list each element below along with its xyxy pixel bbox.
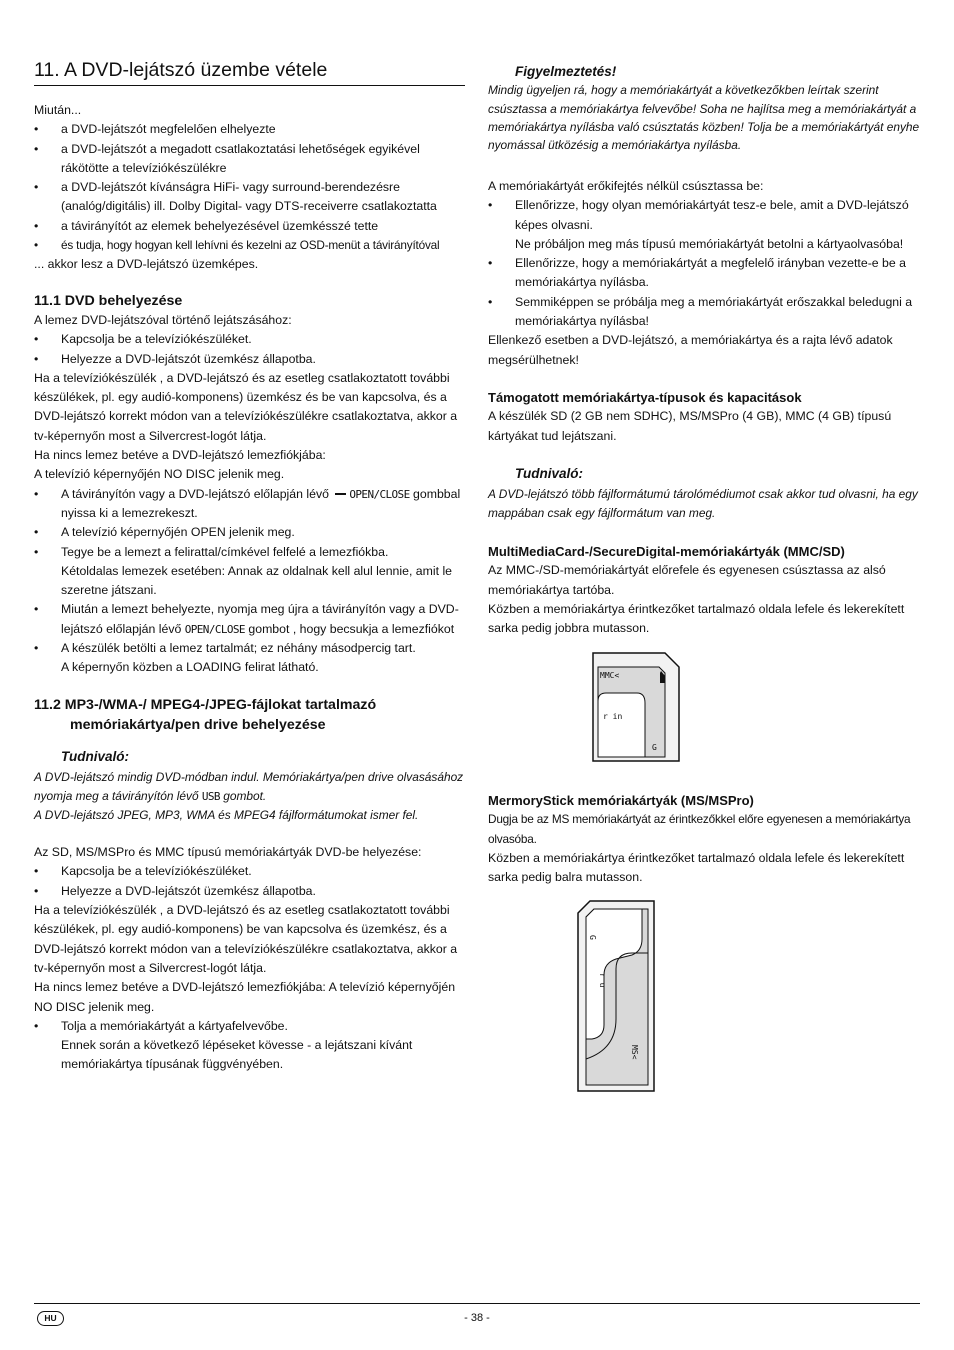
text: jelenik meg. <box>215 467 285 482</box>
open-close-key: OPEN/CLOSE <box>184 622 245 636</box>
no-disc-label: NO DISC <box>34 999 86 1014</box>
list-item: • és tudja, hogy hogyan kell lehívni és kezelni az OSD-menüt a távirányítóval <box>34 236 465 255</box>
list-item-sub: Ne próbáljon meg más típusú memóriakártyát betolni a kártyaolvasóba! <box>515 236 904 251</box>
list <box>34 485 465 678</box>
text: Miután a lemezt behelyezte, nyomja meg újra a távirányítón vagy a DVD-lejátszó előlapján lévő <box>61 602 459 636</box>
list-item: • Kapcsolja be a televíziókészüléket. <box>34 862 465 881</box>
paragraph: Ha nincs lemez betéve a DVD-lejátszó lemezfiókjába: <box>34 448 326 463</box>
open-close-key: OPEN/CLOSE <box>349 487 410 501</box>
list-item: • Helyezze a DVD-lejátszót üzemkész állapotba. <box>34 882 465 901</box>
warning-heading: Figyelmeztetés! <box>515 64 617 79</box>
list-item-sub <box>34 523 465 542</box>
paragraph: A memóriakártyát erőkifejtés nélkül csúsztassa be: <box>488 179 764 193</box>
section-heading-line2: memóriakártya/pen drive behelyezése <box>70 717 326 733</box>
section-11-2 <box>34 695 465 1075</box>
paragraph: A készülék SD (2 GB nem SDHC), MS/MSPro (4 GB), MMC (4 GB) típusú kártyákat tud lejátszani. <box>488 409 892 443</box>
paragraph <box>34 465 465 484</box>
warning-block <box>488 62 920 154</box>
ms-card-label: MS< <box>630 1045 639 1060</box>
section-lead: A lemez DVD-lejátszóval történő lejátszásához: <box>34 313 292 327</box>
list-item-sub: Ennek során a következő lépéseket kövesse - a lejátszani kívánt memóriakártya típusának függvényében. <box>61 1038 413 1072</box>
list-item: • Helyezze a DVD-lejátszót üzemkész állapotba. <box>34 350 465 369</box>
language-badge: HU <box>37 1311 64 1326</box>
ms-card-label: r u <box>598 973 607 988</box>
list-item <box>34 600 465 639</box>
list-item-sub <box>34 658 465 677</box>
list-item: • Semmiképpen se próbálja meg a memóriakártyát erőszakkal beledugni a memóriakártya nyílásba! <box>488 293 920 332</box>
warning-text: Mindig ügyeljen rá, hogy a memóriakártyát a következőkben leírtak szerint csúsztassa a memóriakártya felvevőbe! Soha ne hajlítsa meg a memóriakártyát a memóriakártya nyílásba való csúsztatás közben! Tolja be a memóriakártyát enyhe nyomással ütközésig a memóriakártya nyílásba. <box>488 83 920 153</box>
mmc-card-illustration <box>591 651 681 763</box>
list <box>34 330 465 369</box>
text: jelenik meg. <box>225 525 295 540</box>
intro-tail: ... akkor lesz a DVD-lejátszó üzemképes. <box>34 257 259 272</box>
mmc-block <box>488 542 920 638</box>
list-item: • a távirányítót az elemek behelyezésével üzemkésszé tette <box>34 217 465 236</box>
paragraph: Ellenkező esetben a DVD-lejátszó, a memóriakártya és a rajta lévő adatok megsérülhetnek! <box>488 333 893 367</box>
footer-rule <box>34 1303 920 1304</box>
note-text <box>34 768 465 806</box>
list <box>488 196 920 331</box>
text: gombbal nyissa ki a lemezrekeszt. <box>61 486 461 520</box>
insert-block <box>488 177 920 370</box>
list-item: • Ellenőrizze, hogy a memóriakártyát a megfelelő irányban vezette-e be a memóriakártya nyílásba. <box>488 254 920 293</box>
paragraph <box>34 978 465 1017</box>
page-title: 11. A DVD-lejátszó üzembe vétele <box>34 58 465 86</box>
mmc-card-label: G <box>652 743 657 752</box>
list <box>34 862 465 901</box>
list-item: • Tegye be a lemezt a felirattal/címkével felfelé a lemezfiókba. <box>34 543 465 562</box>
list-item: • Tolja a memóriakártyát a kártyafelvevőbe. <box>34 1017 465 1036</box>
paragraph: Közben a memóriakártya érintkezőket tartalmazó oldala lefele és lekerekített sarka pedig jobbra mutasson. <box>488 601 905 636</box>
list <box>34 1017 465 1075</box>
ms-card-label: G <box>588 935 597 940</box>
paragraph: Az MMC-/SD-memóriakártyát előrefele és egyenesen csúsztassa az alsó memóriakártya tartóba. <box>488 563 886 597</box>
list-item-sub: Kétoldalas lemezek esetében: Annak az oldalnak kell alul lennie, amit le szeretne játszani. <box>61 563 453 598</box>
ms-card-illustration <box>576 899 656 1093</box>
section-lead: Az SD, MS/MSPro és MMC típusú memóriakártyák DVD-be helyezése: <box>34 845 422 860</box>
list-item: • Kapcsolja be a televíziókészüléket. <box>34 330 465 349</box>
text: jelenik meg. <box>85 999 155 1014</box>
paragraph: Közben a memóriakártya érintkezőket tartalmazó oldala lefele és lekerekített sarka pedig balra mutasson. <box>488 850 905 885</box>
no-disc-label: NO DISC <box>163 467 216 482</box>
text: Ha nincs lemez betéve a DVD-lejátszó lemezfiókjába: A televízió képernyőjén <box>34 980 456 995</box>
section-heading: 11.2 MP3-/WMA-/ MPEG4-/JPEG-fájlokat tartalmazó <box>34 697 377 713</box>
mmc-card-label: r in <box>603 712 623 721</box>
text: A televízió képernyőjén <box>61 525 191 540</box>
section-heading: 11.1 DVD behelyezése <box>34 293 183 309</box>
note-heading: Tudnivaló: <box>61 749 130 764</box>
text: A távirányítón vagy a DVD-lejátszó előlapján lévő <box>61 486 333 501</box>
text: A televízió képernyőjén <box>34 467 164 482</box>
text: gombot , hogy becsukja a lemezfiókot <box>244 621 455 636</box>
list-item: • a DVD-lejátszót kívánságra HiFi- vagy surround-berendezésre (analóg/digitális) ill. Dolby Digital- vagy DTS-receiverre csatlakoztatta <box>34 178 465 217</box>
eject-icon <box>335 493 346 495</box>
note-heading: Tudnivaló: <box>515 466 584 481</box>
note-text: A DVD-lejátszó több fájlformátumú tárolómédiumot csak akkor tud olvasni, ha egy mappában csak egy fájlformátum van meg. <box>488 487 918 520</box>
note-block <box>488 464 920 522</box>
section-11-1 <box>34 291 465 678</box>
text: A DVD-lejátszó mindig DVD-módban indul. Memóriakártya/pen drive olvasásához nyomja meg a távirányítón lévő <box>34 770 464 803</box>
list-item: • a DVD-lejátszót a megadott csatlakoztatási lehetőségek egyikével rákötötte a televíziókészülékre <box>34 140 465 179</box>
paragraph: Dugja be az MS memóriakártyát az érintkezőkkel előre egyenesen a memóriakártya olvasóba. <box>488 812 911 846</box>
list-item <box>34 485 465 524</box>
mmc-heading: MultiMediaCard-/SecureDigital-memóriakártyák (MMC/SD) <box>488 544 845 559</box>
text: gombot. <box>219 788 267 803</box>
paragraph: Ha a televíziókészülék , a DVD-lejátszó és az esetleg csatlakoztatott további készülékek, pl. egy audió-komponens) üzemkész és be van kapcsolva, és a DVD-lejátszó korrekt módon van a televíziókészülékre csatlakoztatva, akkor a tv-képernyőn most a Silvercrest-logót látja. <box>34 370 458 443</box>
supported-block <box>488 388 920 446</box>
list-item: • a DVD-lejátszót megfelelően elhelyezte <box>34 120 465 139</box>
usb-key: USB <box>201 789 220 803</box>
text: felirat látható. <box>241 660 319 675</box>
list-item: • Ellenőrizze, hogy olyan memóriakártyát tesz-e bele, amit a DVD-lejátszó képes olvasni. <box>488 196 920 235</box>
paragraph: Ha a televíziókészülék , a DVD-lejátszó és az esetleg csatlakoztatott további készülékek, pl. egy audió-komponens) be van kapcsolva és üzemkész, és a DVD-lejátszó korrekt módon van a televíziókészülékre csatlakoztatva, akkor a tv-képernyőn most a Silvercrest-logót látja. <box>34 903 458 975</box>
open-label: OPEN <box>190 525 226 540</box>
page-number: - 38 - <box>464 1312 490 1324</box>
text: A képernyőn közben a <box>61 660 187 675</box>
intro-list <box>34 120 465 255</box>
supported-heading: Támogatott memóriakártya-típusok és kapacitások <box>488 390 802 405</box>
list-item: • A készülék betölti a lemez tartalmát; ez néhány másodpercig tart. <box>34 639 465 658</box>
mmc-card-label: MMC< <box>600 671 620 680</box>
ms-heading: MermoryStick memóriakártyák (MS/MSPro) <box>488 793 754 808</box>
ms-block <box>488 791 920 887</box>
note-text: A DVD-lejátszó JPEG, MP3, WMA és MPEG4 fájlformátumokat ismer fel. <box>34 807 419 822</box>
intro-block <box>34 101 465 275</box>
loading-label: LOADING <box>186 660 242 675</box>
intro-lead: Miután... <box>34 103 82 117</box>
